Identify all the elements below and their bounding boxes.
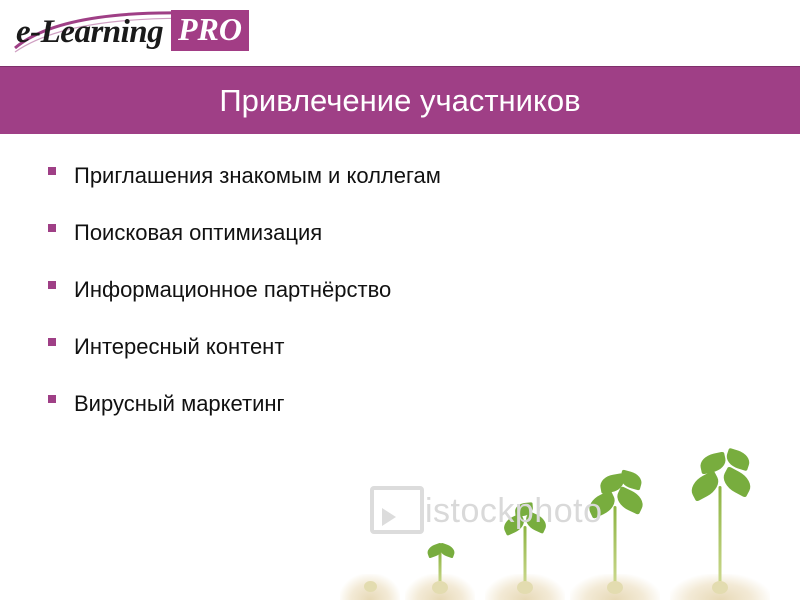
- bullet-marker-icon: [48, 167, 56, 175]
- list-item-label: Информационное партнёрство: [74, 277, 392, 302]
- watermark-badge-icon: [370, 486, 424, 534]
- bullet-marker-icon: [48, 395, 56, 403]
- logo: [8, 6, 258, 64]
- list-item: [48, 209, 748, 256]
- watermark-label: istockphoto: [425, 492, 603, 530]
- list-item-label: Поисковая оптимизация: [74, 220, 323, 245]
- list-item: [48, 152, 748, 199]
- sprout-2-icon: [405, 530, 475, 600]
- bullet-marker-icon: [48, 338, 56, 346]
- bullet-marker-icon: [48, 224, 56, 232]
- logo-badge: PRO: [171, 10, 249, 51]
- seedlings-photo: [330, 420, 800, 600]
- sprout-5-icon: [670, 440, 770, 600]
- list-item-label: Вирусный маркетинг: [74, 391, 285, 416]
- list-item: [48, 323, 748, 370]
- page-title: Привлечение участников: [219, 83, 581, 118]
- sprout-1-icon: [340, 555, 400, 600]
- title-band: [0, 66, 800, 134]
- list-item-label: Приглашения знакомым и коллегам: [74, 163, 441, 188]
- list-item: [48, 266, 748, 313]
- sprout-4-icon: [570, 465, 660, 600]
- bullet-marker-icon: [48, 281, 56, 289]
- logo-wrap: [8, 6, 248, 60]
- logo-text: e-Learning: [16, 14, 164, 50]
- list-item-label: Интересный контент: [74, 334, 285, 359]
- bullet-list: [48, 152, 748, 437]
